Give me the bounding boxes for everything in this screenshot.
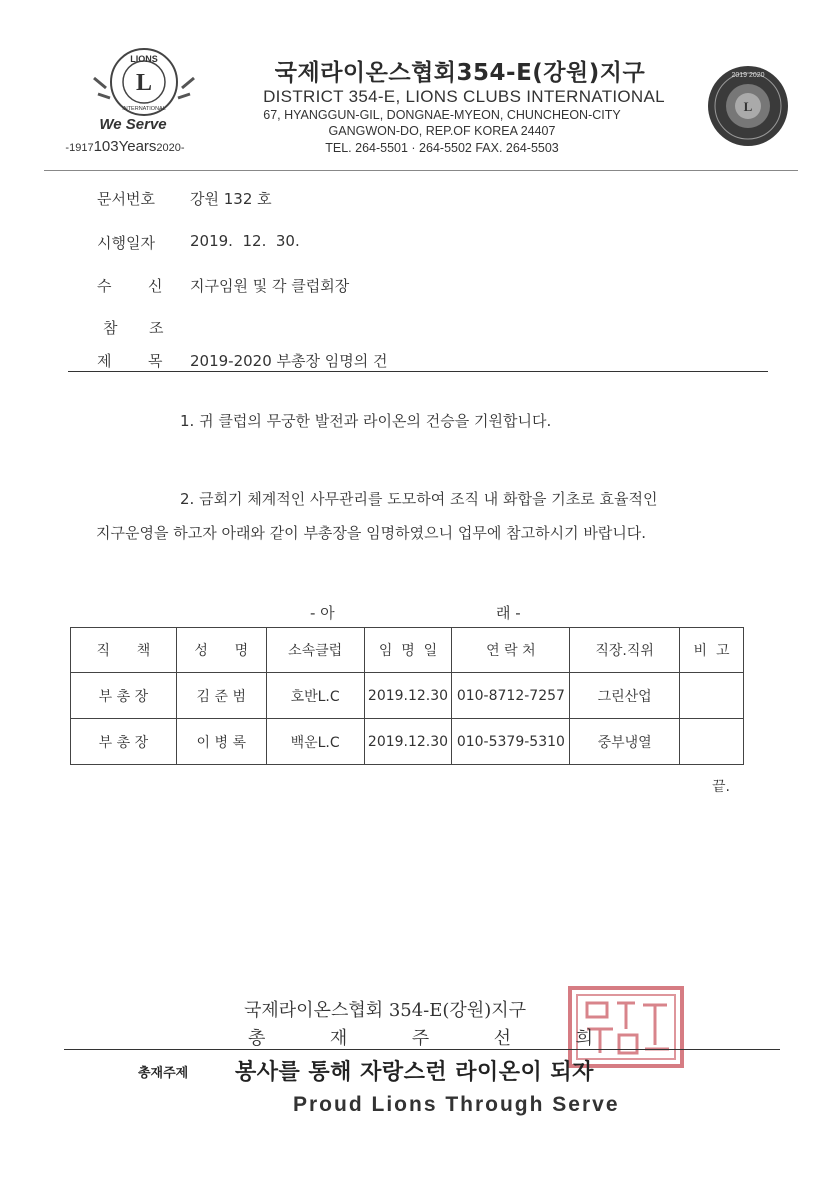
subject-label-b: 목 (148, 352, 163, 370)
subject-label-a: 제 (97, 352, 112, 370)
ref-label-a: 참 (103, 319, 118, 337)
org-title-en: DISTRICT 354-E, LIONS CLUBS INTERNATIONAL (263, 87, 665, 106)
table-cell: 010-5379-5310 (452, 719, 570, 765)
table-cell: 부 총 장 (71, 719, 177, 765)
table-cell (680, 673, 744, 719)
table-cell: 010-8712-7257 (452, 673, 570, 719)
seal-letter: L (743, 99, 753, 114)
footer-org-name: 국제라이온스협회 354-E(강원)지구 (244, 1000, 526, 1021)
end-mark: 끝. (712, 779, 730, 795)
date-label: 시행일자 (97, 234, 155, 252)
below-left: - 아 (310, 604, 335, 622)
president-char: 총 (248, 1028, 266, 1049)
slogan-ko: 봉사를 통해 자랑스런 라이온이 되자 (235, 1060, 594, 1085)
paragraph-2-line-1: 2. 금회기 체계적인 사무관리를 도모하여 조직 내 화합을 기초로 효율적인 (180, 490, 658, 508)
table-header-cell: 소속클럽 (266, 628, 364, 673)
doc-no-label: 문서번호 (97, 190, 155, 208)
subject-value: 2019-2020 부총장 임명의 건 (190, 352, 388, 370)
table-header-row (71, 628, 744, 673)
recipient-label-b: 신 (148, 277, 163, 295)
table-cell: 2019.12.30 (364, 673, 452, 719)
years-tagline: -1917103Years2020- (65, 138, 185, 155)
address-line-2: GANGWON-DO, REP.OF KOREA 24407 (328, 124, 556, 138)
address-line-1: 67, HYANGGUN-GIL, DONGNAE-MYEON, CHUNCHEON-CITY (263, 108, 621, 122)
logo-letter: L (135, 70, 153, 96)
logo-bottom-text: INTERNATIONAL (122, 106, 166, 112)
tel-fax: TEL. 264-5501 · 264-5502 FAX. 264-5503 (325, 141, 559, 155)
years-end: 2020 (156, 142, 181, 154)
paragraph-1: 1. 귀 클럽의 무궁한 발전과 라이온의 건승을 기원합니다. (180, 412, 552, 430)
table-header-cell: 임 명 일 (364, 628, 452, 673)
org-title-ko: 국제라이온스협회354-E(강원)지구 (274, 60, 646, 86)
table-header-cell: 직장.직위 (570, 628, 680, 673)
president-char: 재 (329, 1028, 348, 1049)
appointment-table (70, 627, 744, 765)
table-cell: 호반L.C (266, 673, 364, 719)
table-cell: 2019.12.30 (364, 719, 452, 765)
table-header-cell: 연 락 처 (452, 628, 570, 673)
table-row (71, 673, 744, 719)
table-row (71, 719, 744, 765)
table-cell: 그린산업 (570, 673, 680, 719)
date-value: 2019. 12. 30. (190, 232, 300, 250)
president-char: 선 (493, 1028, 512, 1049)
table-cell (680, 719, 744, 765)
ref-label-b: 조 (149, 319, 164, 337)
president-char: 주 (411, 1028, 430, 1049)
below-right: 래 - (496, 604, 521, 622)
table-cell: 중부냉열 (570, 719, 680, 765)
table-cell: 부 총 장 (71, 673, 177, 719)
years-mid: 103Years (93, 138, 157, 155)
table-cell: 백운L.C (266, 719, 364, 765)
paragraph-2-line-2: 지구운영을 하고자 아래와 같이 부총장을 임명하였으니 업무에 참고하시기 바랍니다. (96, 524, 647, 542)
table-cell: 이 병 록 (176, 719, 266, 765)
table-header-cell: 직 책 (71, 628, 177, 673)
president-title (248, 1024, 593, 1050)
president-char: 희 (575, 1028, 593, 1049)
slogan-en: Proud Lions Through Serve (293, 1093, 620, 1116)
years-start: 1917 (69, 142, 94, 154)
table-header-cell: 비 고 (680, 628, 744, 673)
logo-top-text: LIONS (130, 54, 158, 64)
footer-divider (64, 1049, 780, 1050)
recipient-value: 지구임원 및 각 클럽회장 (190, 277, 350, 295)
seal-years: 2019 2020 (731, 72, 765, 79)
doc-no-value: 강원 132 호 (190, 190, 272, 208)
header-divider (44, 170, 798, 171)
subject-divider (68, 371, 768, 372)
motto: We Serve (99, 116, 167, 133)
table-cell: 김 준 범 (176, 673, 266, 719)
slogan-prefix: 총재주제 (138, 1066, 189, 1081)
table-header-cell: 성 명 (176, 628, 266, 673)
lions-logo (92, 48, 196, 124)
district-seal (706, 64, 790, 148)
recipient-label-a: 수 (97, 277, 112, 295)
